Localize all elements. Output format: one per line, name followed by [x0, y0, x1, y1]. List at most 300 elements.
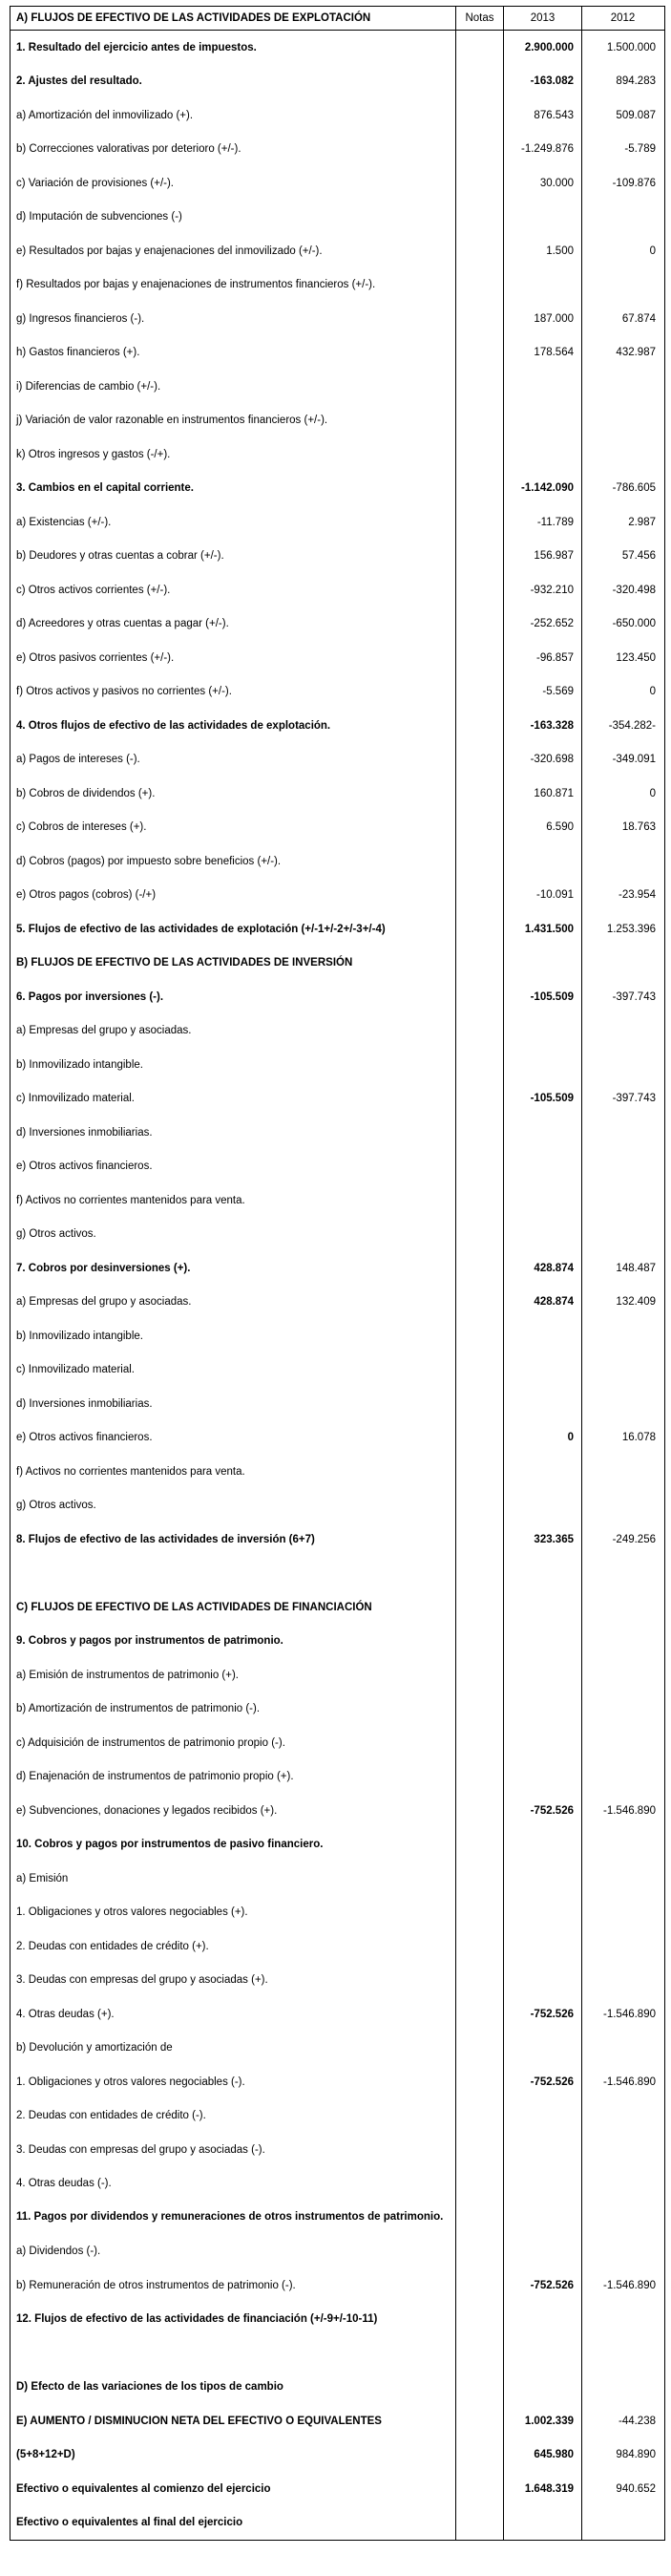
table-row	[10, 2472, 664, 2506]
row-notas	[456, 2201, 504, 2235]
table-body	[10, 31, 664, 2540]
row-notas	[456, 336, 504, 371]
table-row	[10, 1658, 664, 1692]
row-label: d) Enajenación de instrumentos de patrimonio propio (+).	[10, 1760, 456, 1795]
table-row	[10, 2336, 664, 2371]
table-row	[10, 947, 664, 981]
table-row	[10, 641, 664, 675]
table-row	[10, 302, 664, 336]
row-value-2013	[504, 1658, 582, 1692]
row-label: Efectivo o equivalentes al comienzo del ejercicio	[10, 2472, 456, 2506]
row-notas	[456, 1828, 504, 1863]
row-label: 6. Pagos por inversiones (-).	[10, 980, 456, 1014]
table-row	[10, 743, 664, 777]
row-value-2013: 178.564	[504, 336, 582, 371]
row-notas	[456, 2235, 504, 2269]
row-label: c) Cobros de intereses (+).	[10, 811, 456, 845]
row-notas	[456, 1658, 504, 1692]
row-value-2012	[582, 1048, 663, 1082]
row-value-2012	[582, 1218, 663, 1252]
row-label: 12. Flujos de efectivo de las actividades de financiación (+/-9+/-10-11)	[10, 2303, 456, 2337]
row-notas	[456, 234, 504, 268]
row-value-2012: -650.000	[612, 618, 656, 630]
cash-flow-table	[10, 6, 665, 2541]
row-value-2012: -354.282-	[608, 719, 656, 732]
row-value-2012: -249.256	[612, 1533, 656, 1545]
row-value-2013	[504, 2336, 582, 2371]
row-value-2012	[582, 1862, 663, 1896]
table-row	[10, 709, 664, 743]
row-notas	[456, 370, 504, 404]
row-notas	[456, 472, 504, 506]
row-label: C) FLUJOS DE EFECTIVO DE LAS ACTIVIDADES DE FINANCIACIÓN	[10, 1590, 456, 1625]
row-value-2013: -105.509	[504, 1082, 582, 1117]
table-row	[10, 65, 664, 99]
table-row	[10, 1557, 664, 1591]
table-row	[10, 1590, 664, 1625]
row-value-2013	[504, 1828, 582, 1863]
row-value-2013	[504, 370, 582, 404]
row-notas	[456, 2371, 504, 2405]
row-notas	[456, 1489, 504, 1523]
table-row	[10, 336, 664, 371]
row-value-2012: 0	[649, 245, 656, 257]
row-notas	[456, 437, 504, 472]
row-notas	[456, 1522, 504, 1557]
table-row	[10, 31, 664, 65]
row-notas	[456, 947, 504, 981]
row-value-2012	[582, 2235, 663, 2269]
row-label: g) Otros activos.	[10, 1489, 456, 1523]
row-value-2012	[582, 1590, 663, 1625]
row-value-2013	[504, 2371, 582, 2405]
row-notas	[456, 404, 504, 438]
row-notas	[456, 2404, 504, 2438]
row-value-2012	[582, 2506, 663, 2541]
row-notas	[456, 1590, 504, 1625]
row-notas	[456, 65, 504, 99]
row-label: 11. Pagos por dividendos y remuneraciones de otros instrumentos de patrimonio.	[10, 2201, 456, 2235]
row-notas	[456, 675, 504, 710]
table-row	[10, 1387, 664, 1421]
row-value-2012: 432.987	[616, 347, 656, 359]
row-label: d) Acreedores y otras cuentas a pagar (+/-).	[10, 607, 456, 642]
row-label: 8. Flujos de efectivo de las actividades de inversión (6+7)	[10, 1522, 456, 1557]
row-notas	[456, 1455, 504, 1489]
row-notas	[456, 1116, 504, 1150]
row-value-2012	[582, 437, 663, 472]
row-label: 4. Otras deudas (+).	[10, 1997, 456, 2032]
row-value-2012: 18.763	[621, 821, 656, 834]
header-notas: Notas	[456, 7, 504, 30]
table-row	[10, 166, 664, 201]
row-value-2013	[504, 1150, 582, 1184]
row-label: i) Diferencias de cambio (+/-).	[10, 370, 456, 404]
table-row	[10, 404, 664, 438]
row-value-2012: 132.409	[616, 1296, 656, 1309]
row-value-2012	[582, 2032, 663, 2066]
table-row	[10, 1794, 664, 1828]
row-value-2012: -23.954	[618, 889, 656, 902]
row-label: e) Otros activos financieros.	[10, 1421, 456, 1456]
table-row	[10, 1353, 664, 1388]
row-label	[10, 1557, 456, 1591]
row-value-2012	[582, 1658, 663, 1692]
row-notas	[456, 980, 504, 1014]
row-value-2012	[582, 2336, 663, 2371]
row-label: 3. Cambios en el capital corriente.	[10, 472, 456, 506]
row-value-2013: 6.590	[504, 811, 582, 845]
row-value-2013: -320.698	[504, 743, 582, 777]
row-value-2013	[504, 1353, 582, 1388]
row-label	[10, 2336, 456, 2371]
row-value-2012	[582, 1896, 663, 1930]
row-label: f) Activos no corrientes mantenidos para venta.	[10, 1183, 456, 1218]
table-row	[10, 1828, 664, 1863]
table-row	[10, 268, 664, 303]
row-notas	[456, 2065, 504, 2099]
row-label: a) Emisión	[10, 1862, 456, 1896]
row-label: e) Otros activos financieros.	[10, 1150, 456, 1184]
row-value-2013: -11.789	[504, 505, 582, 540]
table-row	[10, 2099, 664, 2134]
row-label: 7. Cobros por desinversiones (+).	[10, 1251, 456, 1286]
table-row	[10, 540, 664, 574]
row-value-2012	[582, 1455, 663, 1489]
row-value-2013	[504, 2099, 582, 2134]
row-value-2012: 148.487	[616, 1262, 656, 1274]
table-row	[10, 1760, 664, 1795]
row-value-2013: -752.526	[504, 1997, 582, 2032]
row-label: a) Empresas del grupo y asociadas.	[10, 1014, 456, 1049]
row-value-2013: -752.526	[504, 2065, 582, 2099]
row-value-2013: 0	[504, 1421, 582, 1456]
row-value-2012	[582, 2201, 663, 2235]
row-value-2012: -1.546.890	[603, 2076, 656, 2088]
row-label: a) Emisión de instrumentos de patrimonio (+).	[10, 1658, 456, 1692]
row-value-2012	[582, 1489, 663, 1523]
row-notas	[456, 1625, 504, 1659]
row-value-2013	[504, 2506, 582, 2541]
table-row	[10, 844, 664, 879]
row-value-2013: 2.900.000	[504, 31, 582, 65]
row-value-2013: -752.526	[504, 1794, 582, 1828]
row-value-2013	[504, 1929, 582, 1964]
row-notas	[456, 1692, 504, 1727]
table-row	[10, 505, 664, 540]
table-row	[10, 98, 664, 133]
table-row	[10, 1692, 664, 1727]
row-notas	[456, 1353, 504, 1388]
row-label: 9. Cobros y pagos por instrumentos de patrimonio.	[10, 1625, 456, 1659]
table-row	[10, 1421, 664, 1456]
table-row	[10, 1862, 664, 1896]
row-value-2012	[582, 1319, 663, 1353]
table-row	[10, 879, 664, 913]
row-notas	[456, 201, 504, 235]
table-row	[10, 1150, 664, 1184]
header-section-title: A) FLUJOS DE EFECTIVO DE LAS ACTIVIDADES DE EXPLOTACIÓN	[10, 7, 456, 30]
row-label: g) Otros activos.	[10, 1218, 456, 1252]
row-value-2012: -109.876	[612, 177, 656, 189]
row-notas	[456, 2506, 504, 2541]
row-value-2012	[582, 1353, 663, 1388]
row-value-2013	[504, 1116, 582, 1150]
header-2012: 2012	[610, 12, 636, 24]
row-value-2013	[504, 2303, 582, 2337]
row-label: b) Inmovilizado intangible.	[10, 1048, 456, 1082]
row-value-2012: 67.874	[621, 312, 656, 325]
row-notas	[456, 1557, 504, 1591]
row-value-2012	[582, 1964, 663, 1998]
row-notas	[456, 1929, 504, 1964]
row-value-2012	[582, 370, 663, 404]
row-value-2012	[582, 1929, 663, 1964]
row-label: 2. Deudas con entidades de crédito (-).	[10, 2099, 456, 2134]
row-notas	[456, 1726, 504, 1760]
row-value-2013	[504, 268, 582, 303]
row-value-2013: -163.328	[504, 709, 582, 743]
row-value-2012: -320.498	[612, 584, 656, 596]
row-value-2012: -1.546.890	[603, 2008, 656, 2020]
row-label: f) Otros activos y pasivos no corrientes (+/-).	[10, 675, 456, 710]
row-value-2012: 509.087	[616, 109, 656, 121]
row-notas	[456, 2472, 504, 2506]
row-label: d) Cobros (pagos) por impuesto sobre beneficios (+/-).	[10, 844, 456, 879]
row-label: b) Remuneración de otros instrumentos de patrimonio (-).	[10, 2268, 456, 2303]
row-value-2013: -96.857	[504, 641, 582, 675]
row-label: a) Existencias (+/-).	[10, 505, 456, 540]
row-label: e) Resultados por bajas y enajenaciones del inmovilizado (+/-).	[10, 234, 456, 268]
row-label: b) Inmovilizado intangible.	[10, 1319, 456, 1353]
row-notas	[456, 2133, 504, 2167]
table-row	[10, 1251, 664, 1286]
row-label: a) Dividendos (-).	[10, 2235, 456, 2269]
row-label: 3. Deudas con empresas del grupo y asociadas (-).	[10, 2133, 456, 2167]
row-value-2013: 1.648.319	[504, 2472, 582, 2506]
row-value-2013: 187.000	[504, 302, 582, 336]
row-value-2013	[504, 2201, 582, 2235]
row-value-2012	[582, 1625, 663, 1659]
table-row	[10, 811, 664, 845]
row-value-2013: 428.874	[504, 1286, 582, 1320]
row-notas	[456, 1421, 504, 1456]
row-label: e) Subvenciones, donaciones y legados recibidos (+).	[10, 1794, 456, 1828]
table-row	[10, 1489, 664, 1523]
row-value-2012	[582, 2133, 663, 2167]
row-value-2013: 645.980	[504, 2438, 582, 2473]
row-value-2012: 894.283	[616, 75, 656, 88]
table-row	[10, 2235, 664, 2269]
row-notas	[456, 1150, 504, 1184]
row-notas	[456, 1896, 504, 1930]
row-value-2012	[582, 1557, 663, 1591]
row-value-2012: -786.605	[612, 482, 656, 495]
row-notas	[456, 1082, 504, 1117]
row-value-2013: 160.871	[504, 777, 582, 811]
table-row	[10, 1014, 664, 1049]
row-value-2013	[504, 1319, 582, 1353]
row-notas	[456, 743, 504, 777]
row-label: 5. Flujos de efectivo de las actividades de explotación (+/-1+/-2+/-3+/-4)	[10, 912, 456, 947]
table-row	[10, 1964, 664, 1998]
row-value-2012: 1.500.000	[606, 41, 656, 53]
row-value-2012	[582, 1726, 663, 1760]
row-label: j) Variación de valor razonable en instrumentos financieros (+/-).	[10, 404, 456, 438]
header-2013: 2013	[504, 7, 582, 30]
row-value-2013: -1.142.090	[504, 472, 582, 506]
row-notas	[456, 1048, 504, 1082]
table-row	[10, 2268, 664, 2303]
row-value-2013	[504, 1183, 582, 1218]
table-row	[10, 2133, 664, 2167]
row-value-2013	[504, 1590, 582, 1625]
row-value-2013: 323.365	[504, 1522, 582, 1557]
row-notas	[456, 573, 504, 607]
row-value-2012	[582, 1014, 663, 1049]
table-row	[10, 1082, 664, 1117]
row-value-2013	[504, 1014, 582, 1049]
row-value-2012	[582, 1760, 663, 1795]
row-label: g) Ingresos financieros (-).	[10, 302, 456, 336]
row-label: d) Inversiones inmobiliarias.	[10, 1116, 456, 1150]
row-notas	[456, 505, 504, 540]
table-row	[10, 2404, 664, 2438]
row-label: (5+8+12+D)	[10, 2438, 456, 2473]
row-notas	[456, 2032, 504, 2066]
row-value-2012	[582, 201, 663, 235]
row-value-2012	[582, 2099, 663, 2134]
row-value-2013: -105.509	[504, 980, 582, 1014]
row-value-2013: -10.091	[504, 879, 582, 913]
table-row	[10, 1726, 664, 1760]
row-notas	[456, 1286, 504, 1320]
row-label: h) Gastos financieros (+).	[10, 336, 456, 371]
row-value-2013: -252.652	[504, 607, 582, 642]
row-value-2012: -5.789	[624, 143, 656, 156]
row-value-2012	[582, 268, 663, 303]
row-value-2013: 1.500	[504, 234, 582, 268]
row-value-2012: -397.743	[612, 990, 656, 1003]
table-header	[10, 7, 664, 31]
table-row	[10, 1048, 664, 1082]
row-value-2013: 876.543	[504, 98, 582, 133]
table-row	[10, 2065, 664, 2099]
row-value-2013: 30.000	[504, 166, 582, 201]
row-value-2012	[582, 404, 663, 438]
row-value-2013	[504, 1048, 582, 1082]
row-value-2012: 2.987	[628, 516, 656, 528]
row-value-2012: 984.890	[616, 2449, 656, 2461]
row-notas	[456, 2167, 504, 2202]
row-notas	[456, 2268, 504, 2303]
row-notas	[456, 641, 504, 675]
row-value-2013: 1.002.339	[504, 2404, 582, 2438]
row-value-2013: -932.210	[504, 573, 582, 607]
row-label: f) Activos no corrientes mantenidos para venta.	[10, 1455, 456, 1489]
row-label: a) Pagos de intereses (-).	[10, 743, 456, 777]
row-notas	[456, 1964, 504, 1998]
row-value-2013	[504, 1760, 582, 1795]
table-row	[10, 1286, 664, 1320]
row-value-2013	[504, 1489, 582, 1523]
row-label: d) Imputación de subvenciones (-)	[10, 201, 456, 235]
row-notas	[456, 1760, 504, 1795]
table-row	[10, 675, 664, 710]
row-value-2013: -5.569	[504, 675, 582, 710]
table-row	[10, 2303, 664, 2337]
row-label: E) AUMENTO / DISMINUCION NETA DEL EFECTIVO O EQUIVALENTES	[10, 2404, 456, 2438]
row-value-2013	[504, 1692, 582, 1727]
row-value-2013: 1.431.500	[504, 912, 582, 947]
row-label: f) Resultados por bajas y enajenaciones de instrumentos financieros (+/-).	[10, 268, 456, 303]
row-notas	[456, 133, 504, 167]
row-value-2013	[504, 947, 582, 981]
row-value-2013	[504, 437, 582, 472]
row-value-2012: 57.456	[621, 550, 656, 563]
row-value-2012	[582, 2371, 663, 2405]
row-value-2012: 123.450	[616, 651, 656, 664]
table-row	[10, 2371, 664, 2405]
table-row	[10, 980, 664, 1014]
table-row	[10, 573, 664, 607]
row-notas	[456, 1014, 504, 1049]
row-value-2013	[504, 2133, 582, 2167]
row-notas	[456, 777, 504, 811]
row-notas	[456, 1319, 504, 1353]
table-row	[10, 1319, 664, 1353]
row-label: Efectivo o equivalentes al final del ejercicio	[10, 2506, 456, 2541]
row-label: b) Amortización de instrumentos de patrimonio (-).	[10, 1692, 456, 1727]
row-value-2012: 16.078	[621, 1432, 656, 1444]
row-value-2013	[504, 1218, 582, 1252]
table-row	[10, 607, 664, 642]
row-value-2013	[504, 1557, 582, 1591]
table-row	[10, 472, 664, 506]
row-value-2012: 0	[649, 787, 656, 799]
row-label: a) Empresas del grupo y asociadas.	[10, 1286, 456, 1320]
table-row	[10, 2167, 664, 2202]
table-row	[10, 1522, 664, 1557]
row-notas	[456, 2336, 504, 2371]
row-value-2012	[582, 844, 663, 879]
row-value-2012: -1.546.890	[603, 1804, 656, 1817]
row-value-2012: -349.091	[612, 754, 656, 766]
row-value-2012	[582, 2303, 663, 2337]
row-label: c) Inmovilizado material.	[10, 1353, 456, 1388]
row-value-2012: 1.253.396	[606, 923, 656, 935]
row-notas	[456, 709, 504, 743]
row-notas	[456, 1997, 504, 2032]
row-value-2012	[582, 1387, 663, 1421]
table-row	[10, 133, 664, 167]
row-notas	[456, 166, 504, 201]
row-value-2013	[504, 1387, 582, 1421]
row-label: 1. Resultado del ejercicio antes de impuestos.	[10, 31, 456, 65]
row-label: 2. Deudas con entidades de crédito (+).	[10, 1929, 456, 1964]
row-notas	[456, 1794, 504, 1828]
row-label: B) FLUJOS DE EFECTIVO DE LAS ACTIVIDADES DE INVERSIÓN	[10, 947, 456, 981]
row-notas	[456, 607, 504, 642]
row-label: 2. Ajustes del resultado.	[10, 65, 456, 99]
row-label: c) Otros activos corrientes (+/-).	[10, 573, 456, 607]
row-notas	[456, 31, 504, 65]
row-value-2013	[504, 2235, 582, 2269]
row-label: 3. Deudas con empresas del grupo y asociadas (+).	[10, 1964, 456, 1998]
row-label: 4. Otras deudas (-).	[10, 2167, 456, 2202]
row-label: k) Otros ingresos y gastos (-/+).	[10, 437, 456, 472]
row-value-2012: -44.238	[618, 2415, 656, 2427]
